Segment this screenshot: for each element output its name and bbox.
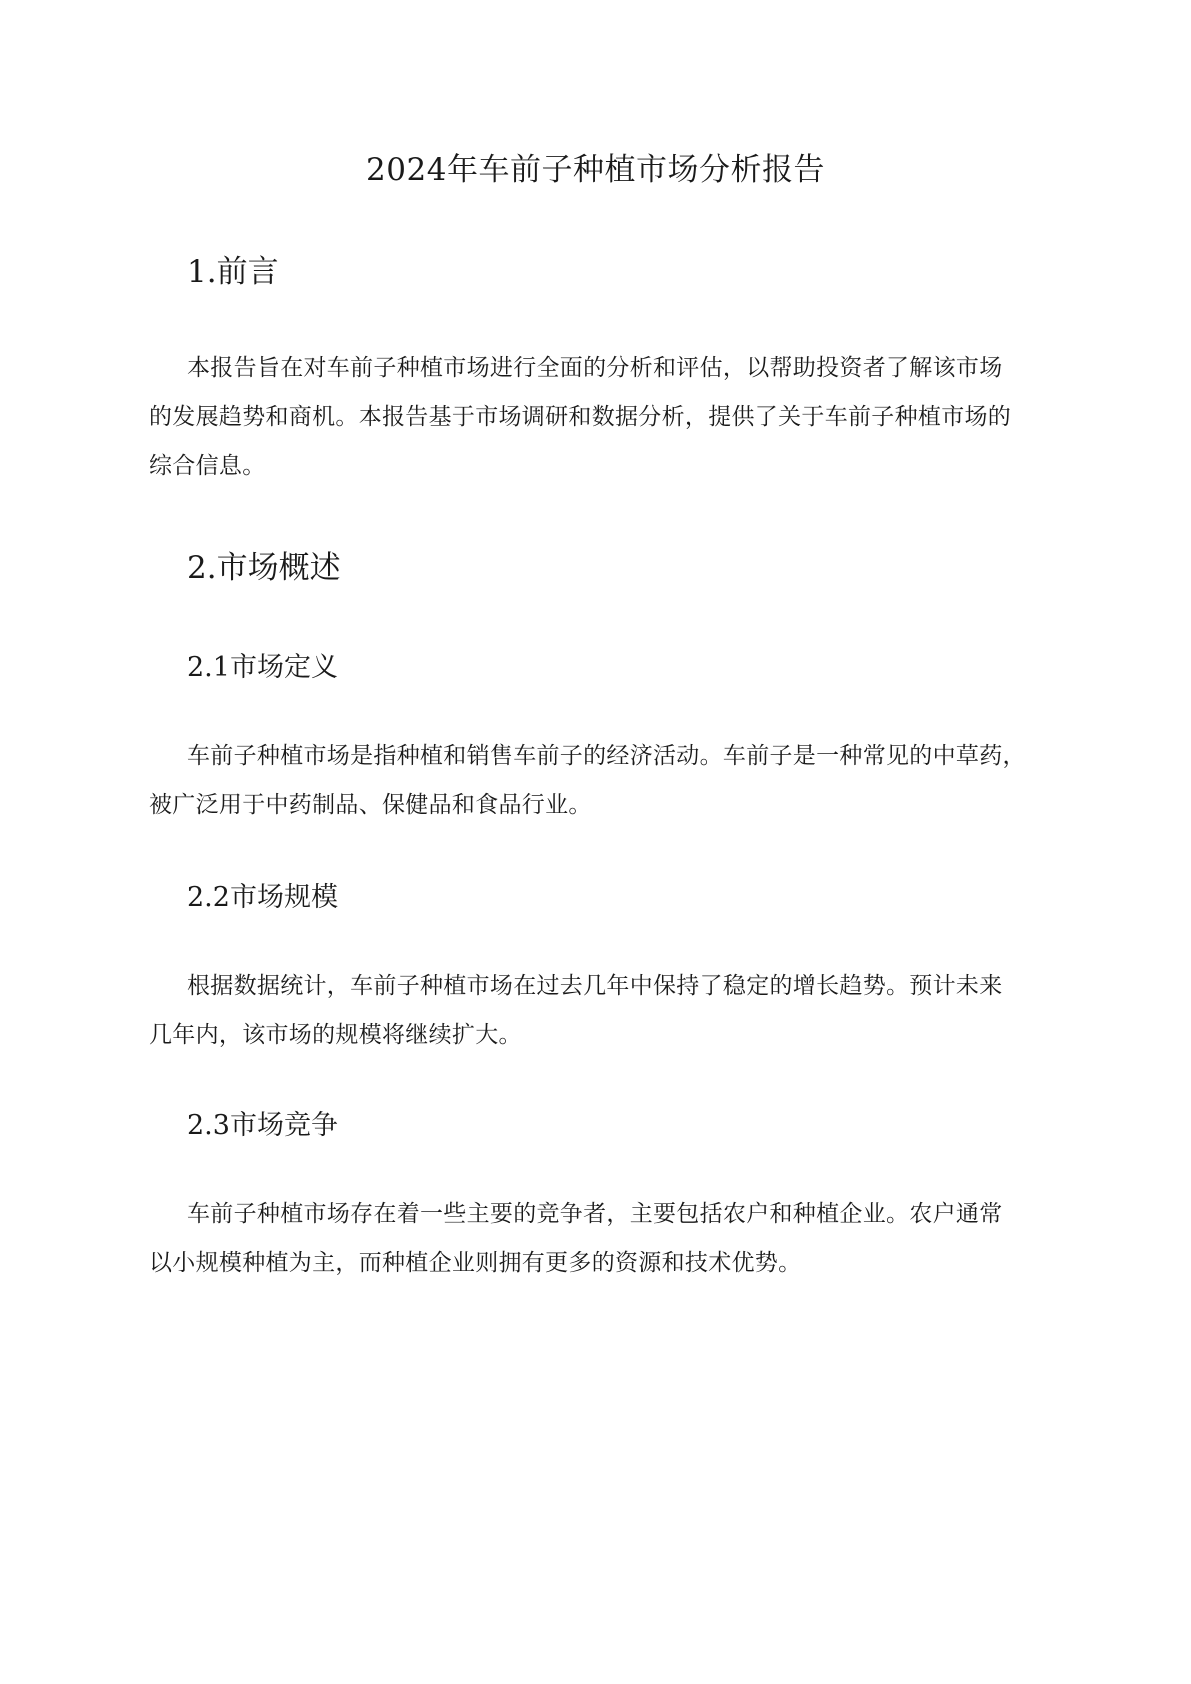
paragraph-line: 本报告旨在对车前子种植市场进行全面的分析和评估，以帮助投资者了解该市场: [187, 355, 1003, 381]
paragraph-line: 综合信息。: [149, 453, 266, 479]
paragraph-line: 几年内，该市场的规模将继续扩大。: [149, 1022, 522, 1048]
market-definition-paragraph: [149, 732, 1049, 830]
paragraph-line: 以小规模种植为主，而种植企业则拥有更多的资源和技术优势。: [149, 1250, 802, 1276]
paragraph-line: 车前子种植市场存在着一些主要的竞争者，主要包括农户和种植企业。农户通常: [187, 1201, 1003, 1227]
paragraph-line: 车前子种植市场是指种植和销售车前子的经济活动。车前子是一种常见的中草药，: [187, 743, 1026, 769]
preface-paragraph: [149, 344, 1049, 491]
paragraph-line: 的发展趋势和商机。本报告基于市场调研和数据分析，提供了关于车前子种植市场的: [149, 404, 1012, 430]
paragraph-line: 被广泛用于中药制品、保健品和食品行业。: [149, 792, 592, 818]
paragraph-line: 根据数据统计，车前子种植市场在过去几年中保持了稳定的增长趋势。预计未来: [187, 973, 1003, 999]
market-size-paragraph: [149, 962, 1049, 1060]
subsection-heading-market-definition: 2.1市场定义: [187, 652, 338, 683]
section-heading-market-overview: 2.市场概述: [187, 550, 341, 586]
subsection-heading-market-size: 2.2市场规模: [187, 882, 338, 913]
market-competition-paragraph: [149, 1190, 1049, 1288]
subsection-heading-market-competition: 2.3市场竞争: [187, 1110, 338, 1141]
document-title: 2024年车前子种植市场分析报告: [366, 152, 825, 188]
section-heading-preface: 1.前言: [187, 254, 279, 290]
